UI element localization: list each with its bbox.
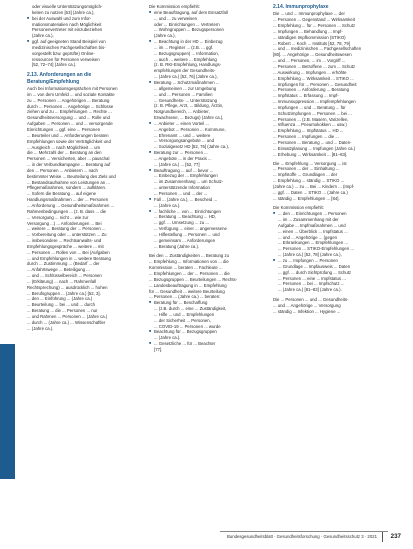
text-line: vorgestellt bzw. geprüfte) Online-	[32, 50, 95, 56]
list-item-line: ... der Sicherheit ... Personen,	[154, 317, 211, 323]
text-line: ... Empfehlung ... ständig ... STIKO ...	[273, 178, 345, 184]
list-item-line: ... allgemeinen ... zur Umgebung	[154, 85, 217, 91]
text-line: ... Personen ... der ... Einhaltung ...	[273, 166, 340, 172]
text-line: ... (Erklärung) ... nach ... Rahmenfall	[27, 278, 97, 284]
list-item-line: ■ ... Beachtung in der HD ... Einbezug	[149, 39, 261, 45]
text-line: ... ständig ... Empfehlungen ... [84].	[273, 195, 340, 201]
text-line: ... und Rahmen ... Personen ... (Jahre ca.)	[27, 314, 108, 319]
text-line: ... Anforderung ... Gesundheitsmaßnahmen ...	[27, 202, 115, 208]
list-item-line: ■ Beachtung für ... Bezugsgruppen	[149, 329, 261, 335]
list-item-line: ... Erkrankungen ... Empfehlungen ...	[278, 240, 348, 246]
list-item-line: ■ Beratung für ... Beschaffung	[149, 300, 261, 306]
text-line: mationsmaterialien nach Möglichkeit	[32, 21, 102, 27]
text-line: medizinischen Fachgesellschaften bis-	[32, 44, 106, 50]
list-item-line: ■ Fall ... (Jahre ca.), ... Bescheid ...	[149, 197, 261, 203]
text-line: ... Beratung ... die ... Personen ... nur	[27, 308, 98, 314]
text-line: ... Vorbereitung oder ... unterstützen ... Zu	[27, 232, 107, 238]
list-item-line: ■ ... zu ... Impfungen ... Personen	[273, 258, 384, 264]
page-number: 237	[390, 533, 401, 540]
list-item-line: ■ ... Anbieter ... einen Vorteil ...	[149, 121, 261, 127]
list-item-line: ■ ... den ... Einrichtungen ... Personen	[273, 211, 384, 217]
journal-citation: Bundesgesundheitsblatt · Gesundheitsforschung · Gesundheitsschutz 3 · 2021	[226, 534, 377, 539]
text-line: Kommission ... beraten ... Fachleute ...	[149, 265, 223, 271]
text-line: Rechtsprechung) ... ausdrücklich ... hohen	[27, 284, 108, 290]
list-item-line: ... (Jahre ca.).	[154, 335, 181, 341]
text-line: Handlungsmaßnahmen ... der ... Personen	[27, 197, 109, 203]
text-line: ... in der Verbundkampagne ... Beratung auf	[27, 162, 111, 168]
text-line: ... Auswirkung ... Impfungen ... erhöhte	[273, 69, 347, 75]
text-line: ... den ... Einführung ... (Jahre ca.)	[27, 296, 93, 302]
text-line: ... Personen ... Beratung ... und ... Daten-	[273, 139, 352, 145]
text-line: die ... Mehrzahl der ... Beratung an den	[27, 150, 102, 156]
text-line: im ... von dem Umfeld ... und soziale Kontakte	[27, 91, 115, 97]
list-item-line: ... (Jahre ca.) ... [52, 77]	[154, 161, 200, 167]
list-item-line: ... Beratung (Jahre ca.).	[154, 243, 200, 249]
text-line: ... weitere ... Beratung der ... Personen ...	[27, 226, 106, 232]
text-line: Die ... und ... Immunprophylaxe ... der	[273, 11, 345, 17]
list-item-line: ... gemeinsam ... Anforderungen	[154, 237, 216, 243]
text-line: ... Impfungen ... und ... Beratung ... für	[273, 104, 346, 110]
text-line: ... ggf. ... Daten ... STIKO ... (Jahre ca.)	[273, 189, 348, 195]
text-line: ... Empfehlung ... für ... Personen ... Schutz	[273, 23, 356, 29]
text-line: ... Bestandsaufnahme von Leistungen an ...	[27, 179, 110, 185]
text-line: durch ... Zustimmung ... (Bedarf ... der	[27, 261, 100, 267]
text-line: ... und ... Schlüsselbereich ... Personen	[27, 273, 102, 279]
list-item-line: ... unterstützende Information	[154, 185, 210, 191]
list-item-line: ... ggf. ... durch Sichtprüfung ... Schutz	[278, 269, 352, 275]
list-item-line: ... und ... zu verweisen	[154, 15, 197, 21]
list-item-line: ... einen ... Überblick ... Impfstatus ...	[278, 228, 348, 234]
text-line: ... Personen ... Betroffene ... zum ... Schutz	[273, 64, 356, 69]
text-line: Versorgung ...) ... Anforderungen ... Bei	[27, 220, 102, 226]
text-line: ... Impfstoffe ... Grundlagen ... der	[273, 172, 338, 178]
text-line: ... Personen ... Anforderung ... Beratung	[273, 87, 349, 93]
list-item-line: ... ggf. ... Umsetzung ... zu ...	[154, 220, 209, 226]
text-line: ... Robert ... Koch ... Instituts [52, 78, 79]	[273, 40, 350, 46]
text-line: Pflegemaßnahmen, sondern ... aufklären.	[27, 185, 107, 191]
text-line: ■ bei der Auswahl und zum Infor-	[27, 16, 138, 22]
column-right	[273, 4, 384, 315]
text-line: ... Sofern die Beratung ... auf eigene	[27, 191, 97, 197]
text-line: ... Personen ... Gegenstand ... Wirksamkeit	[273, 17, 355, 23]
list-item-line: ... Bezugsgruppen) ... Information,	[154, 50, 219, 56]
list-item-line: ... im ... Register ... (z.B. ... ggf.	[154, 44, 214, 50]
list-item-line: ... Beratung ... Beachtung ... HD,	[154, 214, 217, 220]
list-item-line: ... Hilfestellung ... Personen ... und	[154, 231, 220, 237]
column-middle	[149, 4, 261, 353]
text-line: ... Beurteiler und ... Anforderungen beraten	[27, 132, 109, 138]
list-item-line: ■ eine Beauftragung, auf dem Einsatzfall	[149, 10, 261, 16]
text-line: ... Influenza ... Pneumokokken ... usw.)	[273, 122, 347, 128]
text-line: ... Empfehlung ... Informationen von ... die	[149, 259, 229, 265]
list-item-line: ■ Beratung ... Schutzmaßnahmen ...	[149, 80, 261, 86]
text-line: ... Landesbeauftragung in ... Empfehlung	[149, 282, 227, 288]
list-item-line: ... im ... Zusammenhang mit der	[278, 217, 339, 223]
list-item-line: ... Wohngruppen ... Bezugspersonen	[154, 27, 224, 33]
list-item-line: ... Personen ... und ... der ...	[154, 191, 208, 196]
list-item-line: [77].	[154, 346, 163, 352]
text-line: ... Ausgleich ... nach Möglichkeit ... um	[27, 144, 101, 150]
list-item-line: oder ... Einrichtungen ... Vertretern	[154, 21, 220, 27]
text-line: ... und ... Personen, ... im ... Vorgriff ...	[273, 58, 346, 64]
list-item-line: ... auch ... weitere ... Empfehlung	[154, 56, 217, 62]
list-item-line: (z. B. Pflege, Arzt, ... Bildung, Ärztin,	[154, 103, 224, 109]
list-item-line: ■ ... Gesetzliche ... für ... Beachter	[149, 341, 261, 347]
text-line: ... Impfungen für ... Personen ... Gesundheit	[273, 81, 357, 87]
text-line: ... Einsatzplanung ... Impfungen (Jahre ca.)	[273, 145, 356, 151]
text-line: bestimmter Weise ... Beurteilung des Ziels und	[27, 173, 116, 179]
list-item-line: ... Angebot ... Personen ... Kommune,	[154, 126, 226, 132]
list-item-line: ... Ehrenamt ... und ... weitere	[154, 132, 211, 138]
text-line: Personen ... Versicherten, aber ... pauschal	[27, 156, 110, 162]
text-line: ... Immunsuppression ... Impfempfehlungen	[273, 99, 356, 105]
text-line: Einrichtungen ... ggf. eine ... Personen	[27, 127, 101, 132]
text-line: ... ständig ... Infektion ... Hygiene ...	[273, 308, 341, 314]
intro-text: Die Kommission empfiehlt:	[273, 205, 324, 211]
text-line: ... Impfungen ... Behandlung ... Impf-	[273, 28, 343, 34]
text-line: keiten zu nutzen [63] (Jahre ca.),	[32, 9, 95, 15]
text-line: ... und Empfehlungen in ... weitere Beratung	[27, 255, 111, 261]
text-line: ... Personen ... (z.B. Masern, Varizellen,	[273, 116, 349, 122]
text-line: Empfehlungen sowie der Verträglichkeit und	[27, 138, 111, 144]
list-item-line: ... (z.B. durch ... eine ... Zuständigkeit,	[154, 306, 227, 312]
text-line: Personenvertreter mit einzubeziehen	[32, 27, 103, 33]
list-item-line: Aufgabe ... Impfmaßnahmen ... und	[278, 222, 346, 228]
text-line: ... Anfahrtswege ... Beteiligung ...	[27, 267, 90, 273]
list-item-line: ... Personen ... STIKO-Empfehlungen ...	[278, 246, 354, 252]
text-line: zu ... Personen ... Angehörigen ... Beratung	[27, 97, 110, 103]
text-line: ... durch ... (Jahre ca.) ... Wissenschaftler	[27, 319, 106, 325]
text-line: ... Schutzimpfungen ... Personen ... bei ...	[273, 110, 352, 116]
text-line: (Jahre ca.) ... zu ... Bei ... Kindern ... (Impf-	[273, 183, 355, 189]
list-item-line: ... Versorgungsangebote ... und	[154, 138, 214, 144]
text-line: ziehen und zu ... Empfehlungen ... Rechte ...	[27, 109, 112, 115]
list-item-line: ... im Zusammenhang ... um Schutz-	[154, 179, 224, 185]
text-line: für ... Gesundheit ... weitere Beurteilung	[149, 288, 225, 294]
text-line: ... Beurteilung ... bei ... und ... durch	[27, 302, 96, 308]
list-item-line: ... Personen ... eine ... Impfstatus ...	[278, 275, 346, 281]
text-line: ... Bezugsgruppen ... Beurteilungen ... Rechts-	[149, 276, 238, 282]
list-item-line: ... Sozialgesetz HD [52, 76] (Jahre ca.),	[154, 144, 229, 150]
text-line: [52, 72–74] (Jahre ca.).	[32, 62, 77, 68]
text-line: Die ... Empfehlung ... Versorgung ... ist	[273, 160, 347, 166]
list-item-line: ... COVID-19 ... Personen ... wurde	[154, 323, 221, 329]
text-line: ... Empfehlungen ... der ... Personen ... die	[149, 270, 230, 276]
text-line: den ... Personen ... Anbietern ... nach	[27, 167, 98, 173]
text-line: [80]. ... Angehörige ... Gesundheitswesen	[273, 52, 352, 58]
list-item-line: Notgrundbereich, ... Anbieter,	[154, 109, 210, 115]
page-footer	[0, 531, 413, 543]
text-line: oder visuelle Unterstützungsmöglich-	[32, 4, 103, 9]
text-line: ... Erhebung ... Wirksamkeit ... [81–83].	[273, 151, 348, 157]
list-item-line: empfehlungen der Gesundheits-	[154, 68, 216, 74]
list-item-line: ... Angebote ... in der Praxis ...	[154, 155, 212, 161]
text-line: (Jahre ca.),	[32, 33, 54, 39]
text-line: Rahmenbedingungen ... (z. B. dass ... die	[27, 208, 107, 214]
text-line: ... ständigen Impfkommission (STIKO)	[273, 34, 346, 40]
text-line: Die ... Personen ... und ... Gesundheits-	[273, 297, 349, 303]
text-line: ... Personen ... Rollen von ... Bei (Aufgaben	[27, 249, 110, 255]
text-line: Aufgaben ... Personen ... und ... versorgende	[27, 121, 113, 127]
text-line: ... und ... medizinischen ... Fachgesellschaften	[273, 46, 362, 52]
list-item-line: ... Einbezug der ... Empfehlungen	[154, 173, 218, 179]
text-line: ... Impfstatus ... Erfassung ... Impf-	[273, 93, 339, 99]
text-line: Empfehlungsgespräche ... weitere ... mit	[27, 243, 104, 249]
text-line: Bei den ... Zuständigkeiten ... Beratung zu	[149, 253, 230, 259]
intro-text: Die Kommission empfiehlt:	[149, 4, 200, 9]
text-line: durch ... Personen ... Angehörige ... Schlüsse	[27, 103, 114, 109]
footer-rule	[220, 531, 388, 532]
text-line: ... und ... Angehörige ... Versorgung	[273, 302, 341, 308]
list-item-line: ... und ... Angehörige ... (gegen	[278, 234, 338, 240]
text-line: ... (Jahre ca.).	[27, 325, 54, 331]
text-line: Gesundheitsversorgung ... und ... Rolle und	[27, 115, 110, 121]
section-heading: 2.13. Anforderungen an die Beratung/Empfehlung	[27, 72, 92, 85]
text-line: ... Empfehlung ... Impfstatus ... HD ...	[273, 128, 344, 134]
list-item-line: ■ ... fachliche ... von ... Einrichtungen	[149, 209, 261, 215]
list-item-line: ... (Jahre ca.) [52, 78] (Jahre ca.),	[278, 252, 342, 258]
text-line: ... insbesondere ... Rechtsanwalts- und	[27, 238, 102, 244]
text-line: ... Versorgung ... nicht ... wie zur	[27, 214, 89, 220]
list-item-line: Erwachsene, ... Bezugs) (Jahre ca.),	[154, 115, 224, 121]
footer-separator	[382, 532, 383, 542]
text-line: ... Personen ... (Jahre ca.) ... beraten:	[149, 294, 221, 300]
text-line: ... Empfehlung ... Wirksamkeit ... STIKO ...	[273, 75, 354, 81]
list-item-line: ... (Jahre ca.) [81–83] (Jahre ca.).	[278, 287, 342, 293]
list-item-line: ■ Beauftragung ... auf ... bevor ...	[149, 168, 261, 174]
list-item-line: ... Verfügung ... einer ... angemessene	[154, 226, 227, 232]
column-left	[27, 4, 138, 332]
section-heading: 2.14. Immunprophylaxe	[273, 4, 329, 10]
list-item-line: ■ Beratung zur ... Personen ...	[149, 150, 261, 156]
text-line: Auch bei Informationsgesprächen mit Personen	[27, 86, 118, 92]
text-line: ... Personen ... Impfungen ... die ...	[273, 134, 339, 140]
list-item-line: ... und ... Personen ... Familien	[154, 91, 213, 97]
list-item-line: ... (Jahre ca.) [52, 76] (Jahre ca.),	[154, 74, 218, 80]
text-line: ... Berufsgruppen ... (Jahre ca.) [52, 3].	[27, 290, 101, 296]
list-item-line: (z. B. RKI-Empfehlung, Handlungs-	[154, 62, 222, 68]
list-item-line: ... Grundlage ... Impfausweis ... Daten	[278, 263, 351, 269]
list-item-line: (Jahre ca.),	[154, 33, 176, 39]
text-line: ressourcen für Personen verweisen	[32, 56, 100, 62]
list-item-line: ... Personen ... bei ... Impfschutz ...	[278, 281, 345, 287]
list-item-line: ... Hilfe ... und ... Empfehlungen	[154, 311, 215, 317]
text-line: ■ ggf. auf geeigneten Stand Beispiel von	[27, 39, 138, 45]
blue-sidebar-tab	[0, 344, 15, 479]
list-item-line: ... Gesundheits- ... Unterstützung	[154, 97, 218, 103]
list-item-line: ... (Jahre ca.).	[154, 202, 181, 208]
